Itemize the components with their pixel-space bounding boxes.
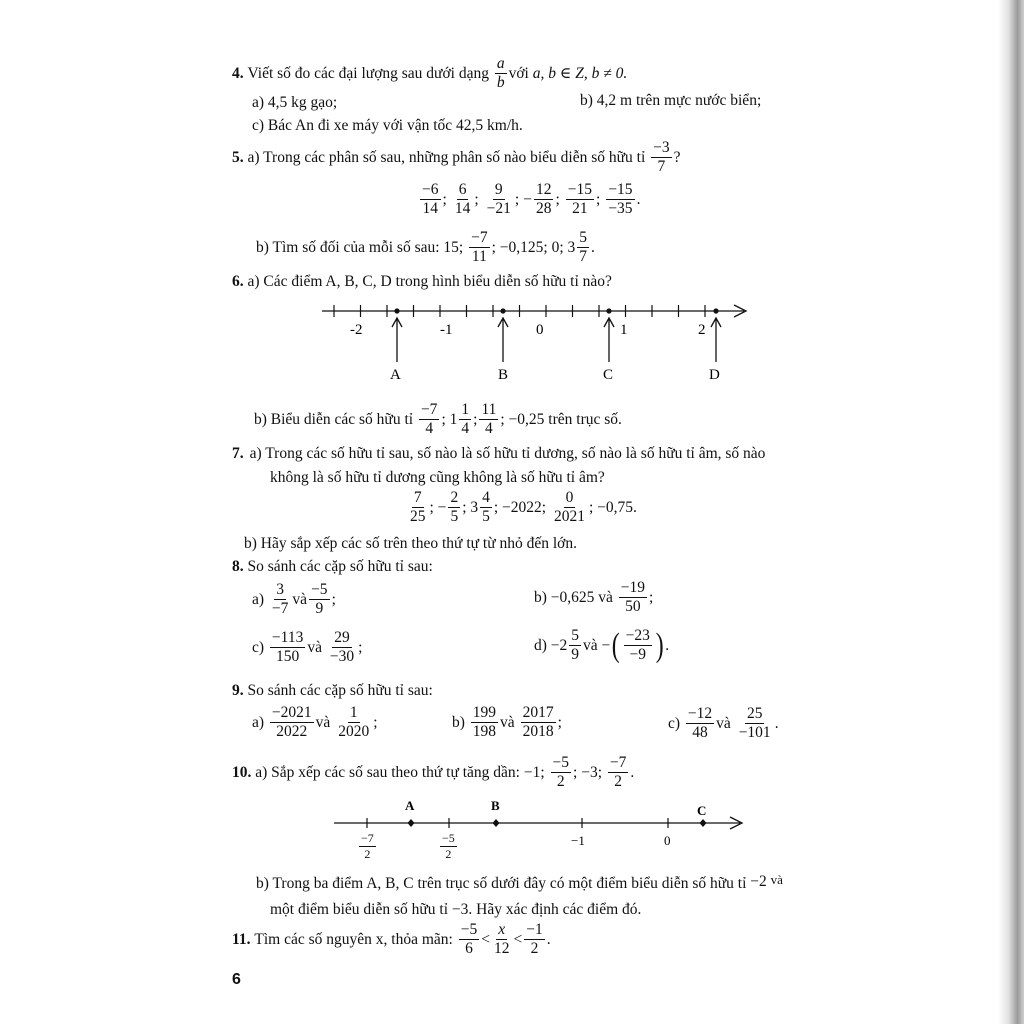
- axis-label-0: 0: [536, 322, 544, 338]
- ex4-b: b) 4,2 m trên mực nước biển;: [580, 92, 762, 109]
- ex6-b-sep1: ; 1: [441, 411, 458, 429]
- ex10-number: 10.: [232, 764, 252, 782]
- page-number: 6: [232, 971, 241, 988]
- ex6-b-frac3: $\frac{11}{4}$: [481, 401, 497, 438]
- ex6-b-text: b) Biểu diễn các số hữu tỉ: [254, 411, 414, 429]
- ex4-cond-prefix: với: [508, 65, 529, 83]
- ex8-c: c) $\frac{-113}{150}$ và $\frac{29}{-30}$ ;: [252, 629, 363, 666]
- ex7-a-text1: a) Trong các số hữu tỉ sau, số nào là số hữu tỉ dương, số nào là số hữu tỉ âm, số nào: [249, 445, 766, 462]
- ex5-number: 5.: [232, 149, 244, 167]
- ex7-sep3: ; −2022;: [493, 499, 547, 517]
- ex7-a-line2: không là số hữu tỉ dương cũng không là số hữu tỉ âm?: [270, 469, 605, 486]
- ex11: 11. Tìm các số nguyên x, thỏa mãn: $\frac{-5}{6}$ < $\frac{x}{12}$ < $\frac{-1}{2}$ .: [232, 921, 551, 958]
- ex9-c: c) $\frac{-12}{48}$ và $\frac{25}{-101}$ .: [668, 705, 779, 742]
- ex10-point-label-a: A: [405, 798, 415, 813]
- ex8-b: b) −0,625 và $\frac{-19}{50}$ ;: [534, 579, 654, 616]
- ex5-fraction-item: $\frac{-6}{14}$ ;: [422, 181, 447, 218]
- ex5-b-mixed: $\frac{5}{7}$: [579, 229, 588, 266]
- ex5-a-fraction: $\frac{-3}{7}$: [653, 139, 670, 176]
- ex10-b-line2: một điểm biểu diễn số hữu tỉ −3. Hãy xác định các điểm đó.: [270, 901, 642, 918]
- point-label-a: A: [390, 367, 401, 383]
- left-paren: (: [611, 626, 620, 664]
- ex8-title-text: So sánh các cặp số hữu tỉ sau:: [247, 558, 433, 575]
- ex5-fraction-item: − $\frac{12}{28}$ ;: [523, 181, 560, 218]
- point-label-b: B: [498, 367, 509, 383]
- ex4-number: 4.: [232, 65, 244, 83]
- ex7-sep2: ; 3: [462, 499, 479, 517]
- ex4-fraction: $\frac{a}{b}$: [496, 55, 505, 92]
- ex10-b-text1: b) Trong ba điểm A, B, C trên trục số dưới đây có một điểm biểu diễn số hữu tỉ: [256, 875, 747, 892]
- ex7-sep1: ; −: [429, 499, 447, 517]
- ex5-b-text: b) Tìm số đối của mỗi số sau: 15;: [256, 239, 464, 257]
- ex5-b-end: .: [591, 239, 595, 257]
- ex8-d: d) −2 $\frac{5}{9}$ và − ( $\frac{-23}{-9}$ ) .: [534, 626, 670, 664]
- ex10-a: 10. a) Sắp xếp các số sau theo thứ tự tăng dần: −1; $\frac{-5}{2}$ ; −3; $\frac{-7}{2}$ .: [232, 754, 635, 791]
- ex10-b-line1: [256, 872, 783, 892]
- axis-label-neg2: -2: [350, 322, 363, 338]
- ex8-number: 8.: [232, 558, 244, 575]
- ex7-number-list: $\frac{7}{25}$ ; − $\frac{2}{5}$ ; 3 $\frac{4}{5}$ ; −2022; $\frac{0}{2021}$ ; −0,75.: [410, 489, 637, 526]
- ex7-b: b) Hãy sắp xếp các số trên theo thứ tự từ nhỏ đến lớn.: [244, 535, 577, 552]
- ex9-a: a) $\frac{-2021}{2022}$ và $\frac{1}{2020}$ ;: [252, 704, 378, 741]
- ex10-axis-frac-neg5-2: $\frac{-5}{2}$: [442, 831, 455, 861]
- ex7-number: 7.: [232, 445, 244, 462]
- ex10-b-val1: −2: [750, 873, 767, 890]
- ex10-a-text: a) Sắp xếp các số sau theo thứ tự tăng dần: −1;: [255, 764, 545, 782]
- ex7-sep4: ; −0,75.: [588, 499, 637, 517]
- ex6-point-dot: [606, 308, 611, 313]
- axis-label-neg1: -1: [440, 322, 453, 338]
- ex6-b-frac1: $\frac{-7}{4}$: [420, 401, 438, 438]
- ex4-text: Viết số đo các đại lượng sau dưới dạng: [247, 65, 489, 83]
- ex8-title: [232, 559, 433, 575]
- ex8-a: a) $\frac{3}{-7}$ và $\frac{-5}{9}$ ;: [252, 581, 336, 618]
- ex9-title-text: So sánh các cặp số hữu tỉ sau:: [247, 682, 433, 699]
- ex6-b-sep2: ;: [473, 411, 478, 429]
- ex6-b-frac2: $\frac{1}{4}$: [461, 401, 470, 438]
- ex5-b-mid: ; −0,125; 0; 3: [491, 239, 576, 257]
- ex6-point-dot: [500, 308, 505, 313]
- ex10-point-mark: [493, 819, 500, 827]
- ex5-fraction-item: $\frac{9}{-21}$ ;: [486, 181, 520, 218]
- ex5-a-text: a) Trong các phân số sau, những phân số nào biểu diễn số hữu tỉ: [247, 149, 646, 167]
- ex10-point-mark: [700, 819, 707, 827]
- point-label-d: D: [709, 367, 720, 383]
- ex6-b: [254, 402, 622, 438]
- ex4-condition: a, b ∈ Z, b ≠ 0.: [532, 65, 628, 83]
- point-label-c: C: [603, 367, 614, 383]
- ex6-a-text: a) Các điểm A, B, C, D trong hình biểu diễn số hữu tỉ nào?: [247, 273, 612, 290]
- ex6-b-end: ; −0,25 trên trục số.: [500, 411, 622, 429]
- ex10-point-label-c: C: [697, 803, 707, 818]
- axis-label-2: 2: [698, 322, 706, 338]
- ex5-fraction-item: $\frac{-15}{-35}$ .: [608, 181, 641, 218]
- ex11-text: Tìm các số nguyên x, thỏa mãn:: [254, 931, 453, 949]
- ex10-point-label-b: B: [491, 798, 500, 813]
- ex10-axis-frac-neg7-2: $\frac{-7}{2}$: [361, 831, 374, 861]
- ex4-a: a) 4,5 kg gạo;: [252, 94, 338, 111]
- right-paren: ): [655, 626, 664, 664]
- axis-label-1: 1: [620, 322, 628, 338]
- ex6-point-dot: [394, 308, 399, 313]
- ex6-number: 6.: [232, 273, 244, 290]
- ex9-number: 9.: [232, 682, 244, 699]
- ex11-number: 11.: [232, 931, 251, 949]
- ex6-point-dot: [713, 308, 718, 313]
- ex5-b-fraction: $\frac{-7}{11}$: [471, 229, 488, 266]
- ex10-point-mark: [408, 819, 415, 827]
- ex5-fraction-item: $\frac{6}{14}$ ;: [454, 181, 479, 218]
- ex5-a-end: ?: [673, 149, 681, 167]
- ex10-b-and: và: [770, 872, 783, 888]
- ex9-title: [232, 683, 433, 699]
- ex7-a-line1: [232, 446, 842, 462]
- ex9-b: b) $\frac{199}{198}$ và $\frac{2017}{2018}$ ;: [452, 704, 562, 741]
- ex5-fraction-item: $\frac{-15}{21}$ ;: [567, 181, 601, 218]
- ex10-axis-0: 0: [664, 833, 671, 848]
- ex4-c: c) Bác An đi xe máy với vận tốc 42,5 km/h.: [252, 117, 523, 134]
- ex10-axis-neg1: −1: [571, 833, 585, 848]
